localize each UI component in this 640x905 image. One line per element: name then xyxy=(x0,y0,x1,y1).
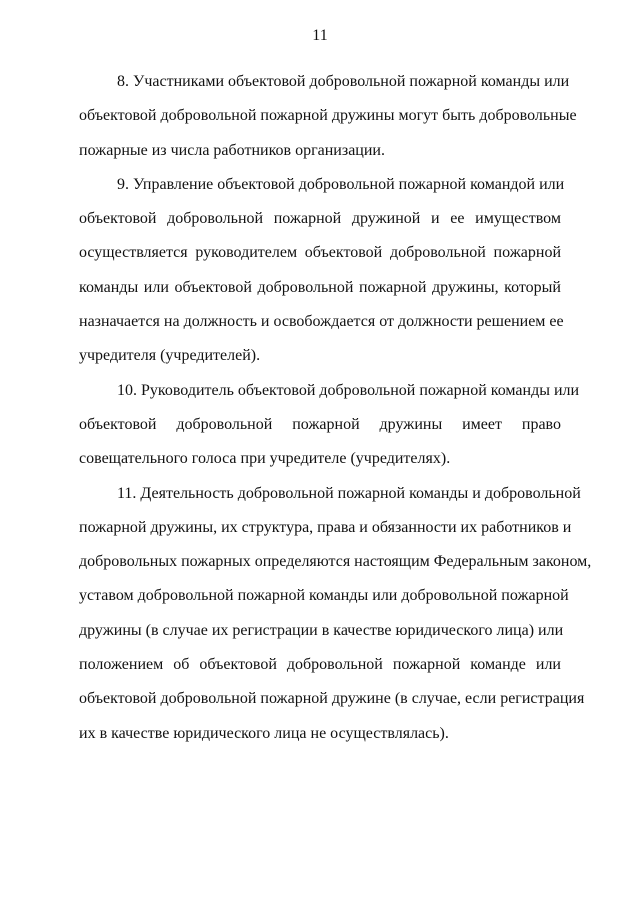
text-line: осуществляется руководителем объектовой добровольной пожарной xyxy=(79,244,561,262)
text-line: пожарной дружины, их структура, права и обязанности их работников и xyxy=(79,518,572,536)
text-line: объектовой добровольной пожарной дружине (в случае, если регистрация xyxy=(79,690,585,708)
page-number: 11 xyxy=(312,27,328,44)
paragraph-11 xyxy=(79,477,592,751)
document-body xyxy=(79,65,592,751)
text-line: объектовой добровольной пожарной дружиной и ее имуществом xyxy=(79,210,561,228)
text-line: добровольных пожарных определяются настоящим Федеральным законом, xyxy=(79,553,592,571)
text-line: объектовой добровольной пожарной дружины могут быть добровольные xyxy=(79,107,577,125)
text-line: положением об объектовой добровольной пожарной команде или xyxy=(79,656,561,674)
text-line: назначается на должность и освобождается от должности решением ее xyxy=(79,313,564,331)
text-line: объектовой добровольной пожарной дружины имеет право xyxy=(79,415,561,433)
text-line: 10. Руководитель объектовой добровольной пожарной команды или xyxy=(117,381,580,399)
text-line: уставом добровольной пожарной команды или добровольной пожарной xyxy=(79,587,569,605)
paragraph-10 xyxy=(79,374,580,477)
text-line: дружины (в случае их регистрации в качестве юридического лица) или xyxy=(79,621,564,639)
paragraph-9 xyxy=(79,168,565,374)
text-line: 11. Деятельность добровольной пожарной команды и добровольной xyxy=(117,484,581,502)
text-line: команды или объектовой добровольной пожарной дружины, который xyxy=(79,278,561,296)
text-line: учредителя (учредителей). xyxy=(79,347,261,365)
text-line: 9. Управление объектовой добровольной пожарной командой или xyxy=(117,175,565,193)
text-line: пожарные из числа работников организации. xyxy=(79,141,385,159)
text-line: их в качестве юридического лица не осуществлялась). xyxy=(79,724,449,742)
text-line: совещательного голоса при учредителе (учредителях). xyxy=(79,450,451,468)
text-line: 8. Участниками объектовой добровольной пожарной команды или xyxy=(117,73,570,90)
paragraph-8 xyxy=(79,65,577,168)
